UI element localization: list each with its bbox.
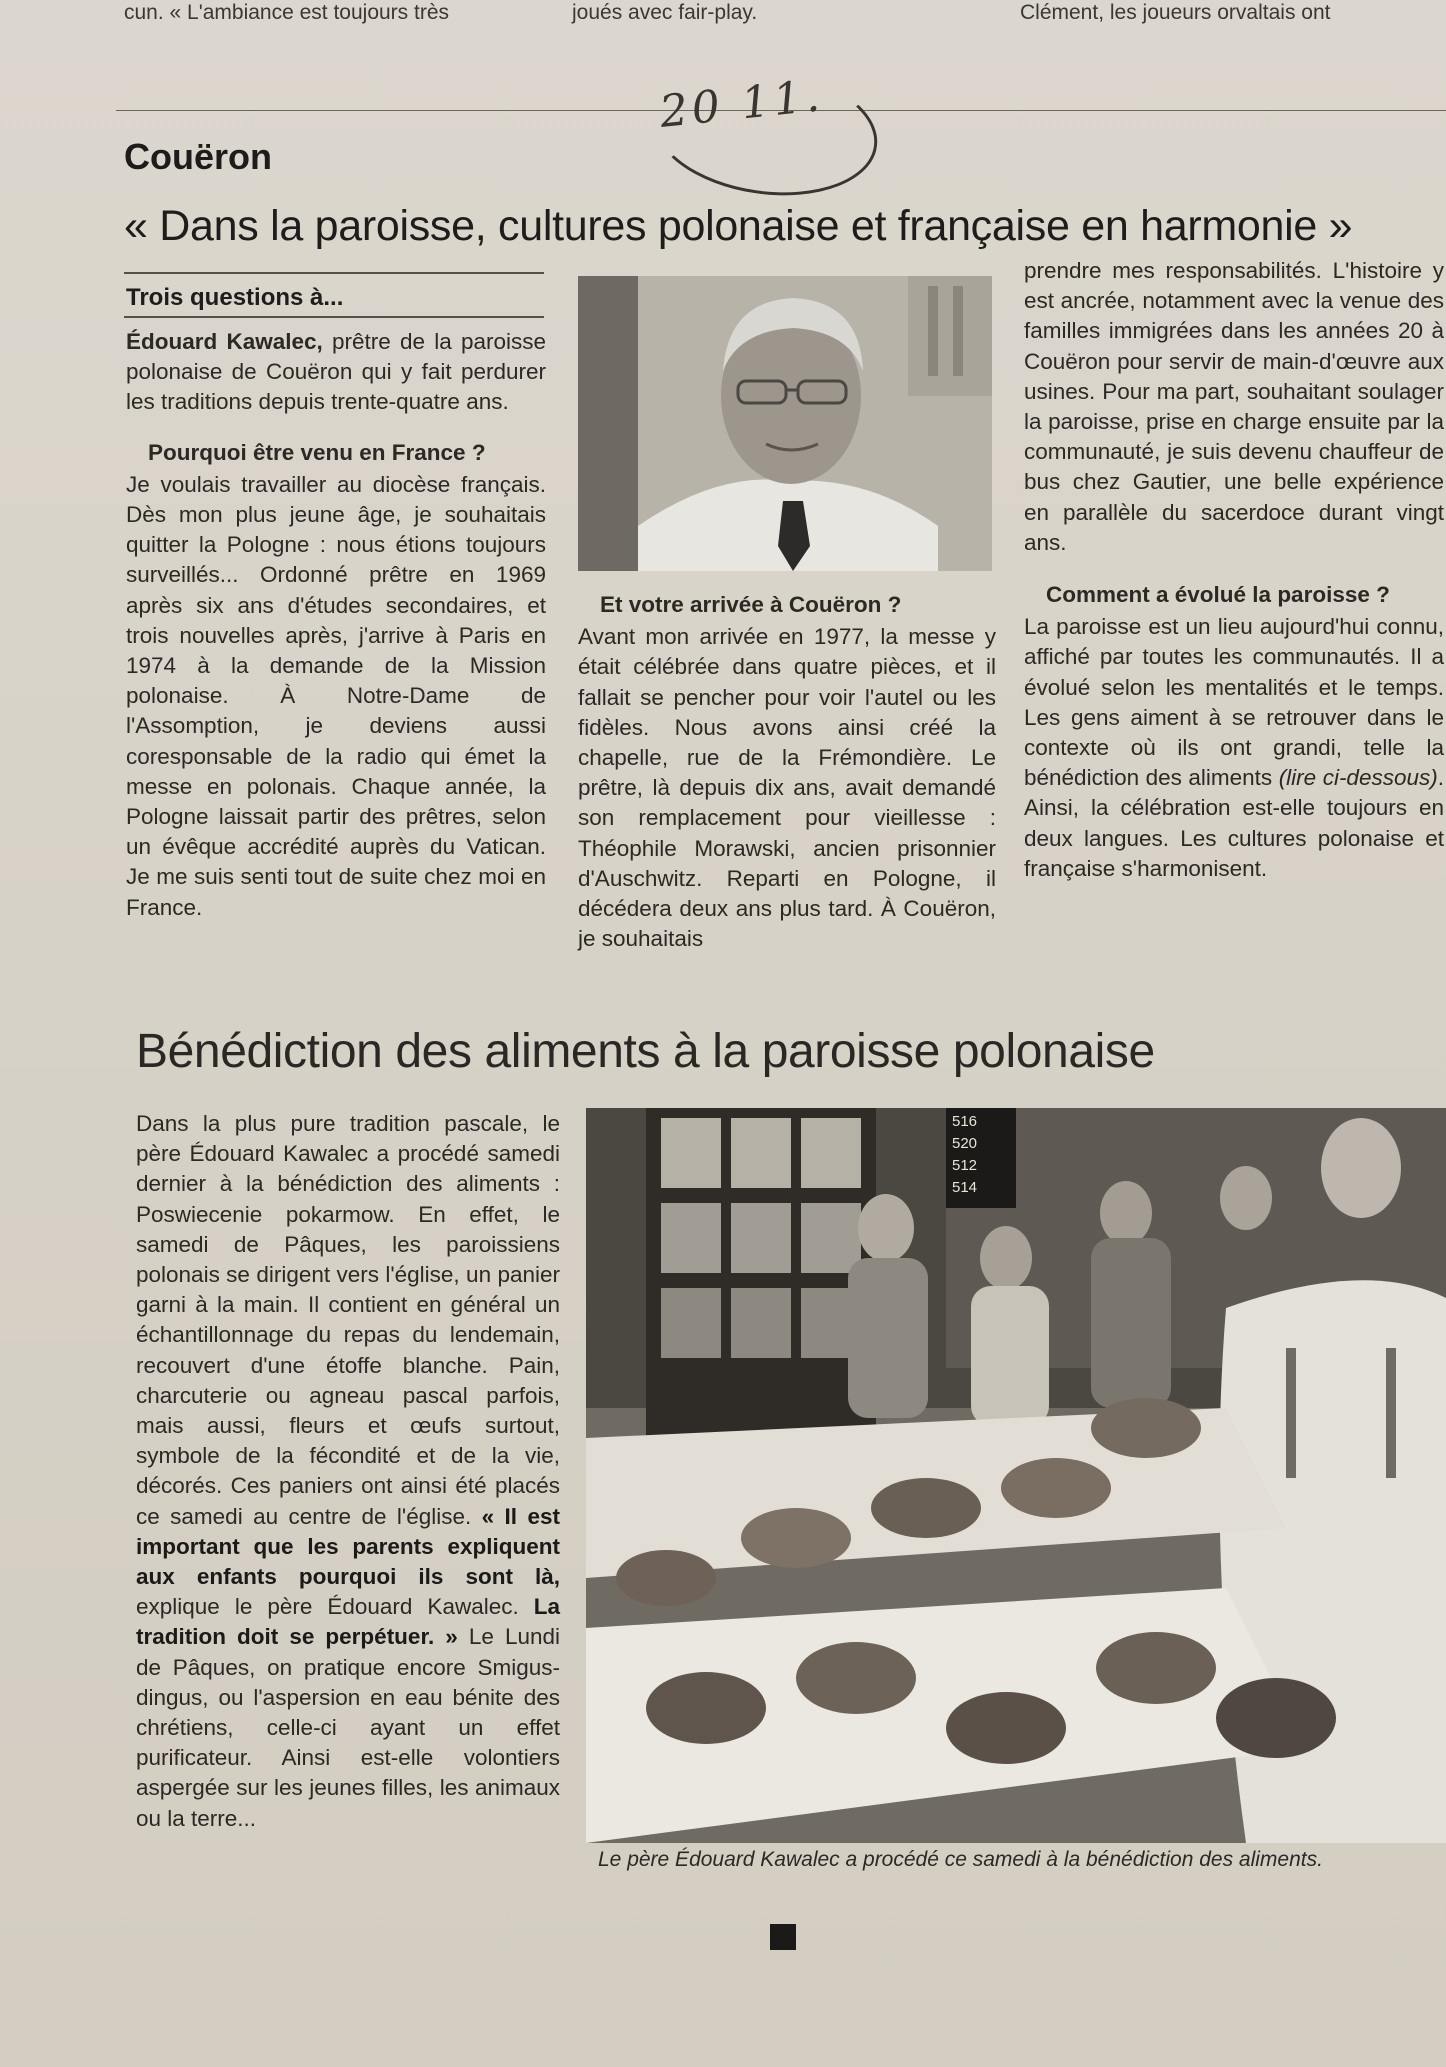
intro-text: prêtre de la paroisse polonaise de Couëron qui y fait perdurer les traditions depuis trente-quatre ans. [126, 329, 546, 415]
hymn-number-2: 520 [952, 1135, 978, 1152]
article2-body-part1: Dans la plus pure tradition pascale, le père Édouard Kawalec a procédé samedi dernier à la bénédiction des aliments : Poswiecenie pokarmow. En effet, le samedi de Pâques, les paroissiens polonais se dirigent vers l'église, un panier garni à la main. Il contient en général un échantillonnage du repas du lendemain, recouvert d'une étoffe blanche. Pain, charcuterie ou agneau pascal parfois, mais aussi, fleurs et œufs surtout, symbole de la fécondité et de la vie, décorés. Ces paniers ont ainsi été placés ce samedi au centre de l'église. [136, 1111, 560, 1529]
hymn-number-3: 512 [952, 1157, 978, 1174]
answer-2-continued: prendre mes responsabilités. L'histoire y est ancrée, notamment avec la venue des familles immigrées dans les années 20 à Couëron pour servir de main-d'œuvre aux usines. Pour ma part, souhaitant soulager la paroisse, prise en charge ensuite par la communauté, je suis devenu chauffeur de bus chez Gautier, une belle expérience en parallèle du sacerdoce durant vingt ans. [1024, 258, 1444, 555]
article2-body-part2: explique le père Édouard Kawalec. [136, 1594, 534, 1620]
portrait-photo-priest [578, 276, 992, 571]
intro-name: Édouard Kawalec, [126, 329, 323, 354]
answer-3-part1: La paroisse est un lieu aujourd'hui connu, affiché par toutes les communautés. Il a évolué selon les mentalités et le temps. Les gens aiment à se retrouver dans le contexte où ils ont grandi, telle la bénédiction des aliments [1024, 614, 1444, 791]
answer-2: Avant mon arrivée en 1977, la messe y était célébrée dans quatre pièces, et il fallait se pencher pour voir l'autel ou les fidèles. Nous avons ainsi créé la chapelle, rue de la Frémondière. Le prêtre, là depuis dix ans, avait demandé son remplacement pour vieillesse : Théophile Morawski, ancien prisonnier d'Auschwitz. Reparti en Pologne, il décédera deux ans plus tard. À Couëron, je souhaitais [578, 624, 996, 952]
article2-quote-part1: « Il est important que les parents expliquent aux enfants pourquoi ils sont là, [136, 1503, 560, 1590]
top-fragment-middle: joués avec fair-play. [572, 1, 758, 24]
question-1: Pourquoi être venu en France ? [148, 439, 486, 465]
article1-headline: « Dans la paroisse, cultures polonaise et française en harmonie » [124, 202, 1353, 250]
kicker-rule-top [124, 272, 544, 274]
handwritten-date: 20 11. [657, 70, 826, 138]
article2-body-part3: Le Lundi de Pâques, on pratique encore Smigus-dingus, ou l'aspersion en eau bénite des chrétiens, celle-ci ayant un effet purificateur. Ainsi est-elle volontiers aspergée sur les jeunes filles, les animaux ou la terre... [136, 1624, 560, 1831]
top-fragment-left: cun. « L'ambiance est toujours très [124, 1, 450, 24]
article1-column-1 [126, 327, 546, 923]
section-label: Couëron [124, 136, 272, 177]
blessing-photo [586, 1108, 1446, 1843]
article2-body [136, 1109, 560, 1834]
article2-quote-part2: La tradition doit se perpétuer. » [136, 1594, 560, 1650]
article1-column-3 [1024, 256, 1444, 884]
article1-column-2 [578, 590, 996, 954]
answer-3-reference: (lire ci-dessous) [1278, 765, 1438, 791]
question-2: Et votre arrivée à Couëron ? [600, 592, 902, 617]
hymn-number-1: 516 [952, 1113, 978, 1130]
priest-portrait-illustration [578, 276, 992, 571]
article2-headline: Bénédiction des aliments à la paroisse polonaise [136, 1025, 1155, 1078]
question-3: Comment a évolué la paroisse ? [1046, 582, 1390, 608]
end-of-article-square [770, 1924, 796, 1950]
hymn-number-board [946, 1108, 1016, 1208]
answer-3-part2: . Ainsi, la célébration est-elle toujours en deux langues. Les cultures polonaise et française s'harmonisent. [1024, 765, 1444, 881]
top-fragment-right: Clément, les joueurs orvaltais ont [1020, 1, 1331, 24]
hymn-number-4: 514 [952, 1179, 978, 1196]
answer-1: Je voulais travailler au diocèse français. Dès mon plus jeune âge, je souhaitais quitter la Pologne : nous étions toujours surveillés... Ordonné prêtre en 1969 après six ans d'études secondaires, et trois nouvelles après, j'arrive à Paris en 1974 à la demande de la Mission polonaise. À Notre-Dame de l'Assomption, je deviens aussi coresponsable de la radio qui émet la messe en polonais. Chaque année, la Pologne laissait partir des prêtres, selon un évêque accrédité auprès du Vatican. Je me suis senti tout de suite chez moi en France. [126, 471, 546, 920]
blessing-scene-illustration [586, 1108, 1446, 1843]
kicker-rule-bottom [124, 316, 544, 318]
article1-kicker: Trois questions à... [126, 284, 344, 311]
blessing-photo-caption: Le père Édouard Kawalec a procédé ce samedi à la bénédiction des aliments. [598, 1848, 1323, 1871]
